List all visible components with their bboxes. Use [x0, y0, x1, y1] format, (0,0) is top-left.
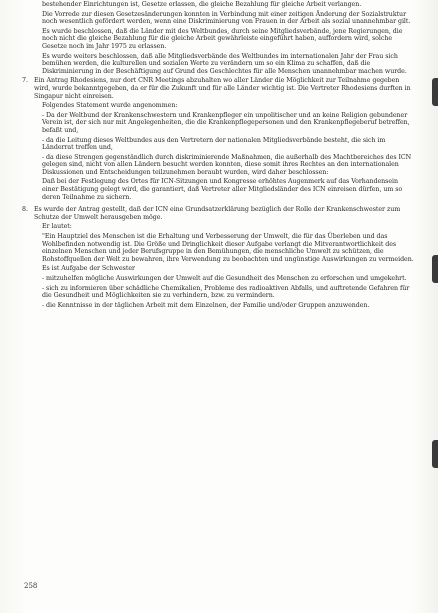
quote: "Ein Hauptziel des Menschen ist die Erhaltung und Verbesserung der Umwelt, die für das Überleben und das Wohlbefinden notwendig ist. Die Größe und Dringlichkeit dieser Aufgabe verlangt die Mitverantwortlichkeit des einzelnen Menschen und jeder Berufsgruppe in den Bemühungen, die menschliche Umwelt zu schützen, die Rohstoffquellen der Welt zu bewahren, ihre Verwendung zu beobachten und ungünstige Auswirkungen zu vermeiden.: [42, 233, 414, 263]
item-7: [22, 77, 414, 102]
top-block: [42, 1, 414, 75]
page-content: [22, 1, 414, 311]
paragraph: Ein Antrag Rhodesiens, nur dort CNR Meetings abzuhalten wo aller Länder die Möglichkeit zur Teilnahme gegeben wird, wurde bekanntgegeben, da er für die Zukunft und für alle Länder wichtig ist. Die Vertreter Rhodesiens durften in Singapur nicht einreisen.: [34, 77, 411, 100]
statement-point: - da die Leitung dieses Weltbundes aus den Vertretern der nationalen Mitgliedsverbände besteht, die sich im Länderrat treffen und,: [42, 136, 386, 152]
paragraph: Er lautet:: [42, 223, 72, 231]
duties-intro: Es ist Aufgabe der Schwester: [42, 265, 135, 273]
statement-point: - da diese Strengen gegenständlich durch diskriminierende Maßnahmen, die außerhalb des Machtbereiches des ICN gelegen sind, nicht von allen Ländern besucht werden konnten, diese somit ihres Rechtes an den internationalen Diskussionen und Entscheidungen teilzunehmen beraubt wurden, wird daher beschlossen:: [42, 153, 412, 176]
paragraph: Es wurde weiters beschlossen, daß alle Mitgliedsverbände des Weltbundes im internationalen Jahr der Frau sich bemühen werden, die kulturellen und sozialen Werte zu verändern um so ein Klima zu schaffen, daß die Diskriminierung in der Beschäftigung auf Grund des Geschlechtes für alle Menschen unannehmbar machen wurde.: [42, 52, 407, 75]
paragraph: bestehender Einrichtungen ist, Gesetze erlassen, die gleiche Bezahlung für gleiche Arbeit verlangen.: [42, 1, 362, 8]
duty-point: - sich zu informieren über schädliche Chemikalien, Probleme des radioaktiven Abfalls, und auftretende Gefahren für die Gesundheit und Möglichkeiten sie zu verhindern, bzw. zu vermindern.: [42, 284, 410, 300]
item-number: 7.: [22, 77, 28, 85]
binding-tab: [432, 78, 438, 106]
paragraph: Es wurde der Antrag gestellt, daß der ICN eine Grundsatzerklärung bezüglich der Rolle der Krankenschwester zum Schutze der Umwelt herausgeben möge.: [34, 206, 401, 221]
paragraph: Es wurde beschlossen, daß die Länder mit des Weltbundes, durch seine Mitgliedsverbände, jene Regierungen, die noch nicht die gleiche Bezahlung für die gleiche Arbeit gewährleiste eingeführt haben, auffordern wird, solche Gesetze noch im Jahr 1975 zu erlassen.: [42, 27, 403, 50]
binding-tab: [432, 255, 438, 283]
item-8-body: [42, 223, 414, 309]
item-number: 8.: [22, 206, 28, 214]
page-number: 258: [24, 582, 38, 590]
item-8: [22, 206, 414, 223]
duty-point: - mitzuhelfen mögliche Auswirkungen der Umwelt auf die Gesundheit des Menschen zu erforschen und umgekehrt.: [42, 275, 407, 282]
statement-intro: Folgendes Statement wurde angenommen:: [42, 102, 178, 110]
binding-tab: [432, 440, 438, 468]
duty-point: - die Kenntnisse in der täglichen Arbeit mit dem Einzelnen, der Familie und/oder Gruppen anzuwenden.: [42, 301, 370, 309]
statement-point: - Da der Weltbund der Krankenschwestern und Krankenpfleger ein unpolitischer und an keine Religion gebundener Verein ist, der sich nur mit Angelegenheiten, die die Krankenpflegepersonen und den Krankenpflegeberuf betreffen, befaßt und,: [42, 111, 410, 134]
item-7-statement: [42, 102, 414, 201]
paragraph: Die Vorrede zur diesen Gesetzesänderungen konnten in Verbindung mit einer zeitigen Änderung der Sozialstruktur noch wesentlich gefördert werden, wenn eine Diskriminierung von Frauen in der Arbeit als sozial unannehmbar gilt.: [42, 10, 411, 26]
statement-point: Daß bei der Festlegung des Ortes für ICN-Sitzungen und Kongresse erhöhtes Augenmerk auf das Vorhandensein einer Bestätigung gelegt wird, die garantiert, daß Vertreter aller Mitgliedsländer des ICN einreisen dürfen, um so deren Teilnahme zu sichern.: [42, 178, 403, 201]
